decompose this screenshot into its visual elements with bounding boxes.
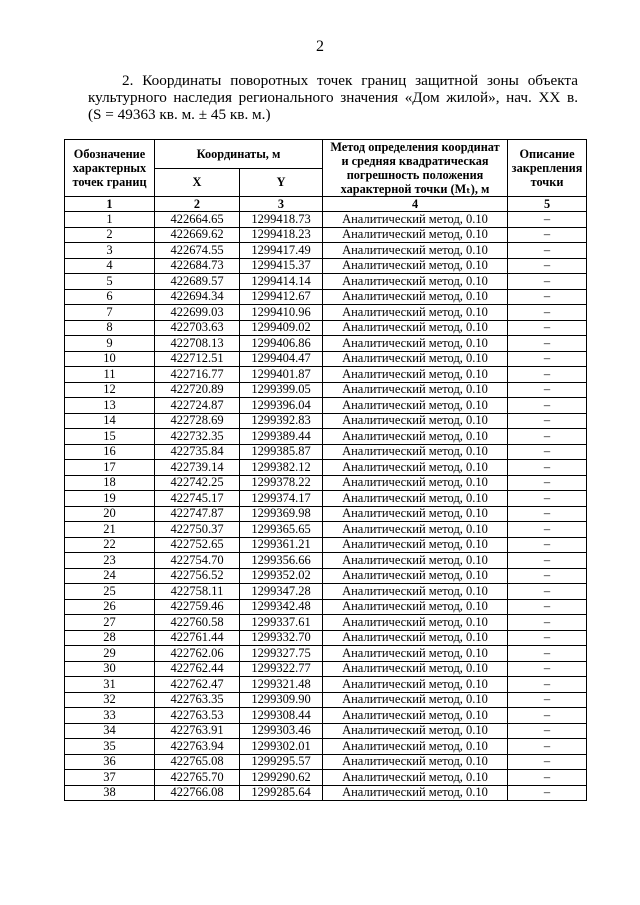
cell-method: Аналитический метод, 0.10 [323,289,508,305]
header-x: X [155,168,240,197]
cell-x: 422760.58 [155,615,240,631]
cell-y: 1299342.48 [240,599,323,615]
cell-method: Аналитический метод, 0.10 [323,677,508,693]
cell-method: Аналитический метод, 0.10 [323,429,508,445]
heading-line-3: (S = 49363 кв. м. ± 45 кв. м.) [88,106,271,123]
cell-description: – [508,351,587,367]
table-row [65,258,587,274]
cell-description: – [508,429,587,445]
cell-point-number: 30 [65,661,155,677]
cell-point-number: 23 [65,553,155,569]
cell-point-number: 12 [65,382,155,398]
document-heading [88,72,578,123]
cell-point-number: 37 [65,770,155,786]
cell-point-number: 35 [65,739,155,755]
cell-y: 1299399.05 [240,382,323,398]
cell-y: 1299414.14 [240,274,323,290]
cell-x: 422694.34 [155,289,240,305]
table-row [65,413,587,429]
table-row [65,227,587,243]
table-row [65,289,587,305]
column-number: 4 [323,197,508,212]
cell-point-number: 25 [65,584,155,600]
cell-description: – [508,599,587,615]
cell-method: Аналитический метод, 0.10 [323,227,508,243]
cell-description: – [508,243,587,259]
cell-y: 1299337.61 [240,615,323,631]
cell-y: 1299418.23 [240,227,323,243]
page-number: 2 [316,38,324,55]
cell-x: 422684.73 [155,258,240,274]
table-row [65,630,587,646]
cell-method: Аналитический метод, 0.10 [323,382,508,398]
cell-x: 422732.35 [155,429,240,445]
table-row [65,677,587,693]
heading-line-2: культурного наследия регионального значения «Дом жилой», нач. XX в. [88,89,578,106]
cell-y: 1299412.67 [240,289,323,305]
table-row [65,243,587,259]
cell-method: Аналитический метод, 0.10 [323,537,508,553]
cell-y: 1299382.12 [240,460,323,476]
cell-point-number: 3 [65,243,155,259]
table-row [65,708,587,724]
cell-method: Аналитический метод, 0.10 [323,770,508,786]
cell-x: 422739.14 [155,460,240,476]
cell-method: Аналитический метод, 0.10 [323,305,508,321]
cell-description: – [508,630,587,646]
cell-description: – [508,692,587,708]
table-row [65,274,587,290]
header-coordinates: Координаты, м [155,140,323,169]
cell-point-number: 38 [65,785,155,801]
cell-x: 422735.84 [155,444,240,460]
cell-y: 1299415.37 [240,258,323,274]
cell-description: – [508,475,587,491]
cell-method: Аналитический метод, 0.10 [323,599,508,615]
cell-method: Аналитический метод, 0.10 [323,243,508,259]
cell-description: – [508,770,587,786]
cell-point-number: 9 [65,336,155,352]
cell-point-number: 6 [65,289,155,305]
table-row [65,475,587,491]
table-row [65,739,587,755]
cell-method: Аналитический метод, 0.10 [323,723,508,739]
cell-y: 1299309.90 [240,692,323,708]
cell-x: 422708.13 [155,336,240,352]
cell-point-number: 2 [65,227,155,243]
cell-method: Аналитический метод, 0.10 [323,460,508,476]
cell-point-number: 19 [65,491,155,507]
cell-point-number: 36 [65,754,155,770]
cell-x: 422763.91 [155,723,240,739]
cell-description: – [508,367,587,383]
cell-x: 422703.63 [155,320,240,336]
cell-point-number: 16 [65,444,155,460]
cell-method: Аналитический метод, 0.10 [323,708,508,724]
cell-x: 422669.62 [155,227,240,243]
table-row [65,351,587,367]
table-row [65,506,587,522]
cell-point-number: 21 [65,522,155,538]
cell-x: 422752.65 [155,537,240,553]
table-row [65,615,587,631]
table-row [65,367,587,383]
cell-point-number: 13 [65,398,155,414]
table-row [65,770,587,786]
cell-description: – [508,754,587,770]
cell-x: 422756.52 [155,568,240,584]
cell-description: – [508,491,587,507]
cell-method: Аналитический метод, 0.10 [323,351,508,367]
cell-y: 1299404.47 [240,351,323,367]
header-method: Метод определения координат и средняя квадратическая погрешность положения характерной точки (Mₜ), м [323,140,508,197]
table-header [65,140,587,212]
table-body [65,212,587,801]
cell-method: Аналитический метод, 0.10 [323,615,508,631]
cell-x: 422763.35 [155,692,240,708]
cell-y: 1299321.48 [240,677,323,693]
table-row [65,212,587,228]
cell-description: – [508,584,587,600]
cell-y: 1299356.66 [240,553,323,569]
cell-x: 422674.55 [155,243,240,259]
cell-description: – [508,677,587,693]
header-description: Описание закрепления точки [508,140,587,197]
table-row [65,754,587,770]
cell-x: 422762.47 [155,677,240,693]
table-row [65,785,587,801]
table-row [65,398,587,414]
cell-method: Аналитический метод, 0.10 [323,475,508,491]
cell-method: Аналитический метод, 0.10 [323,646,508,662]
cell-point-number: 10 [65,351,155,367]
cell-point-number: 28 [65,630,155,646]
cell-point-number: 1 [65,212,155,228]
cell-description: – [508,522,587,538]
cell-y: 1299352.02 [240,568,323,584]
cell-point-number: 27 [65,615,155,631]
table-row [65,382,587,398]
cell-x: 422750.37 [155,522,240,538]
cell-x: 422689.57 [155,274,240,290]
cell-y: 1299389.44 [240,429,323,445]
cell-y: 1299401.87 [240,367,323,383]
cell-method: Аналитический метод, 0.10 [323,336,508,352]
table-row [65,723,587,739]
cell-point-number: 32 [65,692,155,708]
cell-point-number: 20 [65,506,155,522]
table-row [65,692,587,708]
column-number: 2 [155,197,240,212]
cell-description: – [508,553,587,569]
cell-description: – [508,723,587,739]
cell-y: 1299365.65 [240,522,323,538]
cell-method: Аналитический метод, 0.10 [323,491,508,507]
coordinates-table [64,139,587,801]
cell-description: – [508,398,587,414]
table-row [65,568,587,584]
cell-point-number: 7 [65,305,155,321]
table-row [65,661,587,677]
cell-point-number: 17 [65,460,155,476]
column-number: 5 [508,197,587,212]
cell-description: – [508,227,587,243]
cell-y: 1299369.98 [240,506,323,522]
cell-x: 422762.44 [155,661,240,677]
cell-point-number: 4 [65,258,155,274]
cell-y: 1299295.57 [240,754,323,770]
cell-x: 422724.87 [155,398,240,414]
cell-method: Аналитический метод, 0.10 [323,274,508,290]
cell-x: 422716.77 [155,367,240,383]
cell-method: Аналитический метод, 0.10 [323,320,508,336]
cell-point-number: 15 [65,429,155,445]
cell-y: 1299302.01 [240,739,323,755]
cell-x: 422759.46 [155,599,240,615]
cell-description: – [508,444,587,460]
heading-line-1: 2. Координаты поворотных точек границ защитной зоны объекта [122,72,578,89]
cell-x: 422745.17 [155,491,240,507]
table-row [65,646,587,662]
cell-description: – [508,661,587,677]
cell-x: 422754.70 [155,553,240,569]
cell-method: Аналитический метод, 0.10 [323,212,508,228]
cell-y: 1299290.62 [240,770,323,786]
table-row [65,599,587,615]
cell-description: – [508,413,587,429]
cell-x: 422765.08 [155,754,240,770]
cell-method: Аналитический метод, 0.10 [323,785,508,801]
cell-x: 422762.06 [155,646,240,662]
cell-description: – [508,336,587,352]
cell-y: 1299417.49 [240,243,323,259]
cell-x: 422720.89 [155,382,240,398]
cell-description: – [508,274,587,290]
cell-method: Аналитический метод, 0.10 [323,584,508,600]
cell-method: Аналитический метод, 0.10 [323,258,508,274]
cell-point-number: 31 [65,677,155,693]
cell-method: Аналитический метод, 0.10 [323,553,508,569]
cell-point-number: 34 [65,723,155,739]
cell-y: 1299406.86 [240,336,323,352]
table-row [65,429,587,445]
table-row [65,336,587,352]
cell-description: – [508,320,587,336]
header-point-mark: Обозначение характерных точек границ [65,140,155,197]
table-row [65,444,587,460]
cell-description: – [508,646,587,662]
cell-y: 1299308.44 [240,708,323,724]
table-row [65,553,587,569]
cell-y: 1299418.73 [240,212,323,228]
cell-method: Аналитический метод, 0.10 [323,444,508,460]
cell-x: 422761.44 [155,630,240,646]
cell-y: 1299322.77 [240,661,323,677]
cell-method: Аналитический метод, 0.10 [323,506,508,522]
cell-x: 422712.51 [155,351,240,367]
cell-x: 422699.03 [155,305,240,321]
cell-method: Аналитический метод, 0.10 [323,398,508,414]
cell-x: 422766.08 [155,785,240,801]
cell-method: Аналитический метод, 0.10 [323,739,508,755]
cell-point-number: 18 [65,475,155,491]
cell-method: Аналитический метод, 0.10 [323,630,508,646]
cell-x: 422747.87 [155,506,240,522]
cell-description: – [508,537,587,553]
cell-description: – [508,615,587,631]
cell-point-number: 11 [65,367,155,383]
column-number: 1 [65,197,155,212]
cell-point-number: 24 [65,568,155,584]
cell-point-number: 22 [65,537,155,553]
cell-y: 1299374.17 [240,491,323,507]
cell-method: Аналитический метод, 0.10 [323,413,508,429]
cell-description: – [508,506,587,522]
cell-x: 422763.53 [155,708,240,724]
table-row [65,537,587,553]
cell-x: 422763.94 [155,739,240,755]
cell-x: 422664.65 [155,212,240,228]
table-row [65,320,587,336]
cell-x: 422742.25 [155,475,240,491]
column-numbers-row [65,197,587,212]
cell-x: 422728.69 [155,413,240,429]
cell-description: – [508,382,587,398]
cell-method: Аналитический метод, 0.10 [323,522,508,538]
cell-description: – [508,460,587,476]
cell-y: 1299396.04 [240,398,323,414]
cell-y: 1299378.22 [240,475,323,491]
cell-y: 1299385.87 [240,444,323,460]
cell-y: 1299410.96 [240,305,323,321]
cell-method: Аналитический метод, 0.10 [323,692,508,708]
cell-y: 1299285.64 [240,785,323,801]
table-row [65,460,587,476]
cell-description: – [508,258,587,274]
cell-method: Аналитический метод, 0.10 [323,661,508,677]
cell-point-number: 33 [65,708,155,724]
table-row [65,584,587,600]
cell-x: 422758.11 [155,584,240,600]
column-number: 3 [240,197,323,212]
table-row [65,491,587,507]
cell-description: – [508,212,587,228]
cell-point-number: 8 [65,320,155,336]
cell-y: 1299327.75 [240,646,323,662]
cell-y: 1299409.02 [240,320,323,336]
cell-y: 1299303.46 [240,723,323,739]
cell-method: Аналитический метод, 0.10 [323,568,508,584]
table-row [65,305,587,321]
cell-y: 1299332.70 [240,630,323,646]
cell-description: – [508,708,587,724]
cell-description: – [508,305,587,321]
cell-y: 1299347.28 [240,584,323,600]
cell-point-number: 14 [65,413,155,429]
cell-method: Аналитический метод, 0.10 [323,754,508,770]
cell-y: 1299392.83 [240,413,323,429]
cell-method: Аналитический метод, 0.10 [323,367,508,383]
cell-point-number: 26 [65,599,155,615]
cell-x: 422765.70 [155,770,240,786]
cell-point-number: 29 [65,646,155,662]
header-y: Y [240,168,323,197]
cell-description: – [508,289,587,305]
cell-description: – [508,785,587,801]
cell-y: 1299361.21 [240,537,323,553]
cell-description: – [508,568,587,584]
cell-description: – [508,739,587,755]
cell-point-number: 5 [65,274,155,290]
table-row [65,522,587,538]
